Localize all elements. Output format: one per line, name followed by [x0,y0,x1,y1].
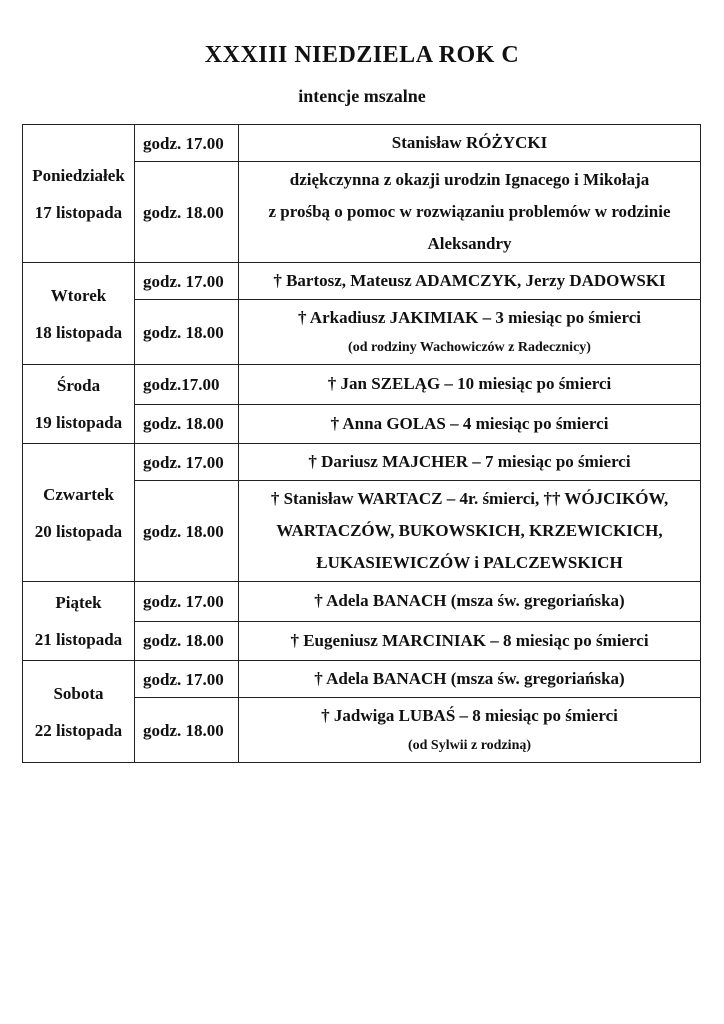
day-date: 18 listopada [34,322,123,342]
intention-line: Stanisław RÓŻYCKI [391,133,548,152]
time-cell: godz. 17.00 [135,661,239,698]
day-name: Czwartek [43,484,114,504]
time-cell: godz. 18.00 [135,300,239,365]
day-cell-wednesday [23,365,135,444]
day-cell-friday [23,582,135,661]
intention-cell [239,365,701,405]
table-row [23,125,701,162]
day-cell-saturday [23,661,135,763]
intention-line: dziękczynna z okazji urodzin Ignacego i Mikołaja [289,170,650,189]
intention-line-donor: (od Sylwii z rodziną) [407,738,532,753]
time-cell: godz. 18.00 [135,698,239,763]
intention-cell [239,698,701,763]
intention-line: † Jan SZELĄG – 10 miesiąc po śmierci [327,374,612,394]
intention-line: † Adela BANACH (msza św. gregoriańska) [314,591,625,611]
day-name: Wtorek [50,285,107,305]
intention-line: ŁUKASIEWICZÓW i PALCZEWSKICH [316,553,623,572]
page-subtitle: intencje mszalne [298,86,426,106]
day-name: Sobota [53,683,104,703]
day-cell-thursday [23,444,135,582]
time-cell: godz. 17.00 [135,263,239,300]
intention-cell [239,481,701,582]
intention-cell [239,444,701,481]
intention-line: z prośbą o pomoc w rozwiązaniu problemów w rodzinie [268,202,671,221]
day-date: 22 listopada [34,720,123,740]
time-cell: godz. 17.00 [135,444,239,481]
day-cell-tuesday [23,263,135,365]
day-name: Poniedziałek [32,165,125,185]
table-row [23,661,701,698]
intention-cell [239,162,701,263]
intention-cell [239,263,701,300]
intention-line: † Bartosz, Mateusz ADAMCZYK, Jerzy DADOWSKI [273,271,666,290]
intention-cell [239,621,701,661]
time-cell: godz.17.00 [135,365,239,405]
time-cell: godz. 17.00 [135,125,239,162]
day-cell-monday [23,125,135,263]
table-row [23,444,701,481]
intention-line: Aleksandry [427,234,512,253]
day-date: 17 listopada [34,202,123,222]
page-title: XXXIII NIEDZIELA ROK C [204,42,520,68]
day-name: Środa [56,376,101,395]
table-row [23,365,701,405]
time-cell: godz. 18.00 [135,481,239,582]
intention-line: † Stanisław WARTACZ – 4r. śmierci, †† WÓJCIKÓW, [270,489,669,508]
table-row [23,582,701,622]
intention-line: † Arkadiusz JAKIMIAK – 3 miesiąc po śmierci [298,308,641,327]
mass-intentions-table [22,124,701,763]
intention-line: † Dariusz MAJCHER – 7 miesiąc po śmierci [308,452,631,471]
intention-cell [239,125,701,162]
intention-cell [239,404,701,444]
time-cell: godz. 18.00 [135,404,239,444]
intention-line: † Jadwiga LUBAŚ – 8 miesiąc po śmierci [321,706,618,725]
intention-line-donor: (od rodziny Wachowiczów z Radecznicy) [348,340,591,355]
table-row [23,263,701,300]
intention-cell [239,661,701,698]
day-date: 21 listopada [34,630,123,649]
day-date: 19 listopada [34,413,123,432]
intention-cell [239,582,701,622]
time-cell: godz. 17.00 [135,582,239,622]
intention-cell [239,300,701,365]
time-cell: godz. 18.00 [135,621,239,661]
day-name: Piątek [55,593,102,612]
intention-line: WARTACZÓW, BUKOWSKICH, KRZEWICKICH, [276,521,663,540]
day-date: 20 listopada [34,521,123,541]
intention-line: † Anna GOLAS – 4 miesiąc po śmierci [330,413,609,433]
time-cell: godz. 18.00 [135,162,239,263]
intention-line: † Eugeniusz MARCINIAK – 8 miesiąc po śmierci [290,630,649,650]
intention-line: † Adela BANACH (msza św. gregoriańska) [314,669,625,688]
